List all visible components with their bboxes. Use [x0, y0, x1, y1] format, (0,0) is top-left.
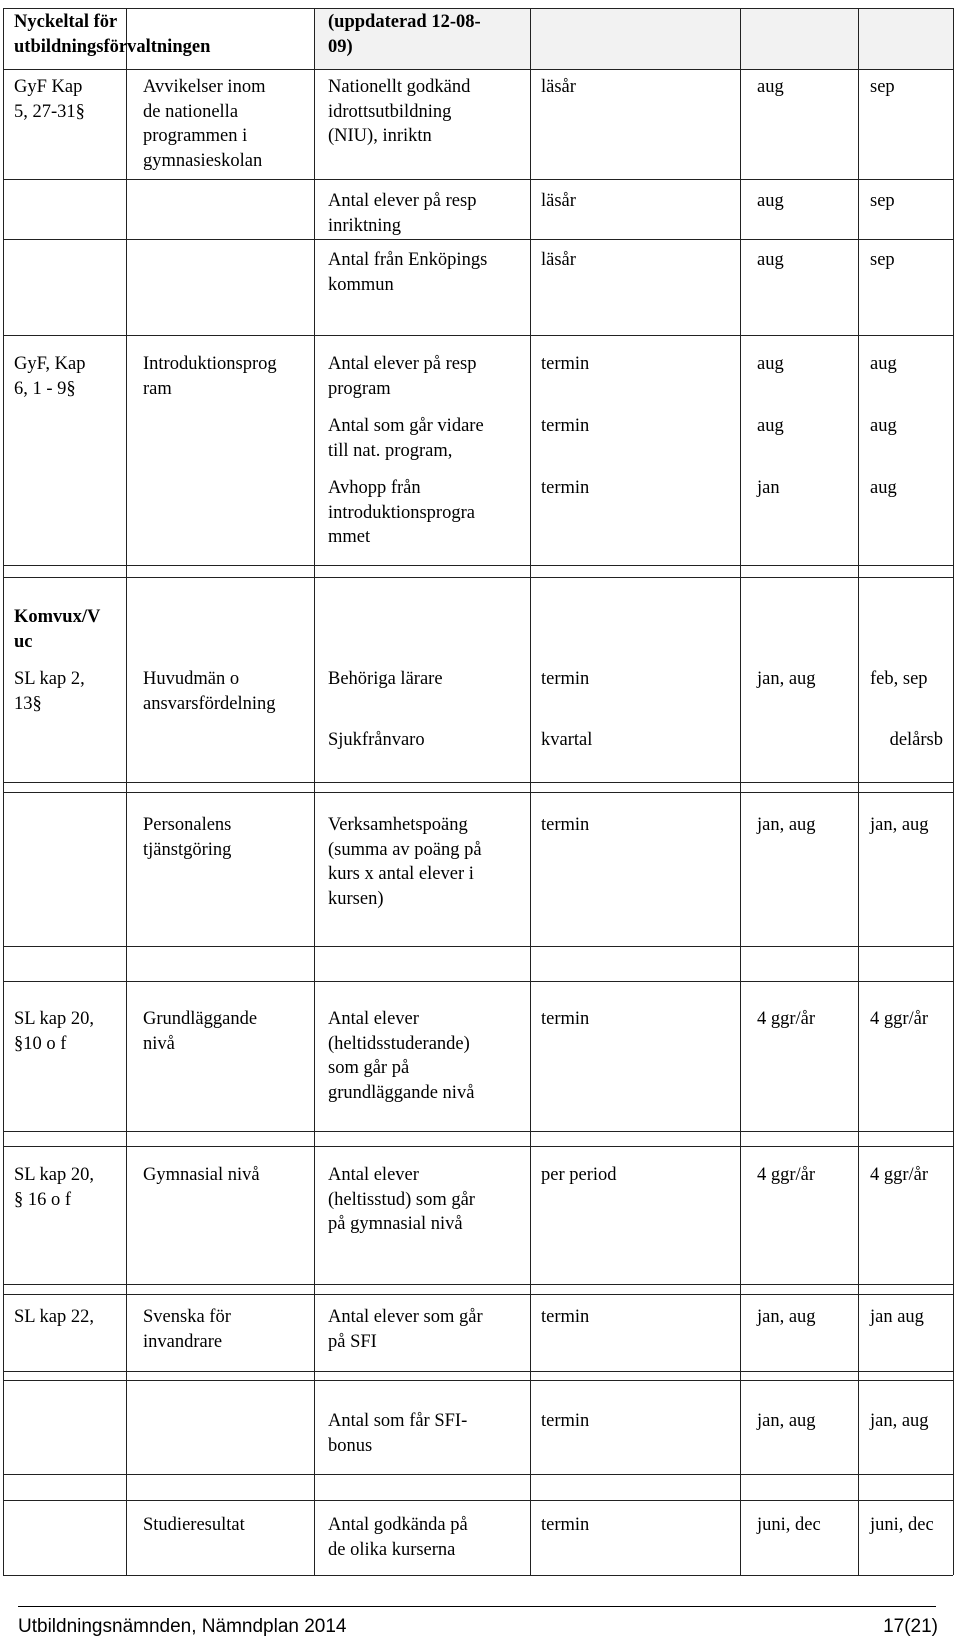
table-cell-period: termin — [541, 1411, 590, 1431]
table-cell-area: Svenska för invandrare — [143, 1307, 231, 1352]
table-cell-area: Gymnasial nivå — [143, 1165, 260, 1185]
table-cell-law: GyF Kap 5, 27-31§ — [14, 77, 85, 122]
table-cell-month-to: jan, aug — [870, 815, 929, 835]
table-cell-month-from: jan, aug — [757, 815, 816, 835]
table-cell-measure: Nationellt godkänd idrottsutbildning (NIU), inriktn — [328, 77, 471, 146]
table-column-line — [953, 8, 954, 1575]
table-cell-month-to: sep — [870, 191, 895, 211]
table-cell-measure: Antal elever på resp program — [328, 354, 477, 399]
table-cell-month-from: jan, aug — [757, 1411, 816, 1431]
header-cell-shade — [741, 8, 858, 69]
footer-title: Utbildningsnämnden, Nämndplan 2014 — [18, 1616, 347, 1637]
table-cell-period: termin — [541, 1515, 590, 1535]
table-cell-measure: Antal elever på resp inriktning — [328, 191, 477, 236]
table-cell-period: termin — [541, 478, 590, 498]
footer-page-number: 17(21) — [883, 1616, 938, 1637]
table-row-line — [3, 239, 953, 240]
table-row-line — [3, 577, 953, 578]
table-cell-area: Huvudmän o ansvarsfördelning — [143, 669, 276, 714]
table-cell-month-to: 4 ggr/år — [870, 1009, 929, 1029]
section-heading: Komvux/V uc — [14, 607, 101, 652]
table-cell-measure: Sjukfrånvaro — [328, 730, 425, 750]
table-cell-period: termin — [541, 669, 590, 689]
table-cell-month-to: sep — [870, 77, 895, 97]
table-cell-law: SL kap 20, §10 o f — [14, 1009, 94, 1054]
table-cell-month-to: aug — [870, 416, 897, 436]
table-cell-month-from: jan, aug — [757, 669, 816, 689]
table-cell-law: SL kap 22, — [14, 1307, 94, 1327]
header-cell-shade — [859, 8, 953, 69]
table-row-line — [3, 179, 953, 180]
table-row-line — [3, 946, 953, 947]
table-cell-month-from: aug — [757, 354, 784, 374]
header-cell-shade — [531, 8, 740, 69]
table-cell-period: termin — [541, 1009, 590, 1029]
table-cell-month-from: aug — [757, 416, 784, 436]
table-row-line — [3, 782, 953, 783]
table-row-line — [3, 335, 953, 336]
table-cell-month-to: jan aug — [870, 1307, 924, 1327]
header-title: Nyckeltal för utbildningsförvaltningen — [14, 12, 211, 57]
table-cell-month-to: aug — [870, 354, 897, 374]
table-cell-month-from: aug — [757, 191, 784, 211]
table-cell-area: Studieresultat — [143, 1515, 245, 1535]
table-cell-measure: Antal elever som går på SFI — [328, 1307, 483, 1352]
table-cell-measure: Antal som får SFI- bonus — [328, 1411, 468, 1456]
header-updated-date: (uppdaterad 12-08- 09) — [328, 12, 481, 57]
table-cell-measure: Behöriga lärare — [328, 669, 443, 689]
table-cell-month-to: feb, sep — [870, 669, 928, 689]
table-row-line — [3, 1131, 953, 1132]
table-cell-area: Personalens tjänstgöring — [143, 815, 232, 860]
table-row-line — [3, 1500, 953, 1501]
table-cell-area: Grundläggande nivå — [143, 1009, 258, 1054]
table-cell-measure: Antal elever (heltisstud) som går på gymnasial nivå — [328, 1165, 475, 1234]
table-cell-measure: Antal godkända på de olika kurserna — [328, 1515, 468, 1560]
table-cell-measure: Avhopp från introduktionsprogra mmet — [328, 478, 475, 547]
table-cell-month-from: jan — [757, 478, 780, 498]
table-cell-law: SL kap 2, 13§ — [14, 669, 85, 714]
table-row-line — [3, 565, 953, 566]
table-cell-measure: Antal från Enköpings kommun — [328, 250, 488, 295]
table-row-line — [3, 1380, 953, 1381]
table-cell-period: termin — [541, 1307, 590, 1327]
table-cell-period: termin — [541, 416, 590, 436]
table-row-line — [3, 1146, 953, 1147]
table-cell-month-to: delårsb — [889, 730, 943, 750]
table-cell-month-to: jan, aug — [870, 1411, 929, 1431]
table-cell-month-to: juni, dec — [870, 1515, 934, 1535]
table-cell-period: läsår — [541, 77, 576, 97]
table-cell-period: termin — [541, 815, 590, 835]
table-row-line — [3, 1294, 953, 1295]
table-cell-measure: Antal elever (heltidsstuderande) som går på grundläggande nivå — [328, 1009, 475, 1103]
table-cell-measure: Verksamhetspoäng (summa av poäng på kurs x antal elever i kursen) — [328, 815, 482, 909]
table-cell-month-from: aug — [757, 250, 784, 270]
table-cell-law: SL kap 20, § 16 o f — [14, 1165, 94, 1210]
table-cell-period: kvartal — [541, 730, 593, 750]
table-cell-month-to: sep — [870, 250, 895, 270]
table-row-line — [3, 1284, 953, 1285]
table-cell-period: termin — [541, 354, 590, 374]
table-cell-month-to: 4 ggr/år — [870, 1165, 929, 1185]
table-cell-month-to: aug — [870, 478, 897, 498]
table-cell-month-from: jan, aug — [757, 1307, 816, 1327]
table-row-line — [3, 1575, 953, 1576]
table-cell-month-from: aug — [757, 77, 784, 97]
table-row-line — [3, 981, 953, 982]
table-cell-month-from: juni, dec — [757, 1515, 821, 1535]
table-cell-month-from: 4 ggr/år — [757, 1165, 816, 1185]
table-cell-month-from: 4 ggr/år — [757, 1009, 816, 1029]
table-cell-period: per period — [541, 1165, 617, 1185]
table-cell-period: läsår — [541, 191, 576, 211]
table-row-line — [3, 792, 953, 793]
table-row-line — [3, 69, 953, 70]
table-cell-measure: Antal som går vidare till nat. program, — [328, 416, 484, 461]
footer-rule — [18, 1606, 936, 1607]
table-row-line — [3, 1371, 953, 1372]
table-cell-law: GyF, Kap 6, 1 - 9§ — [14, 354, 86, 399]
table-row-line — [3, 1474, 953, 1475]
table-cell-period: läsår — [541, 250, 576, 270]
table-cell-area: Avvikelser inom de nationella programmen i gymnasieskolan — [143, 77, 266, 171]
table-row-line — [3, 8, 953, 9]
table-cell-area: Introduktionsprog ram — [143, 354, 277, 399]
